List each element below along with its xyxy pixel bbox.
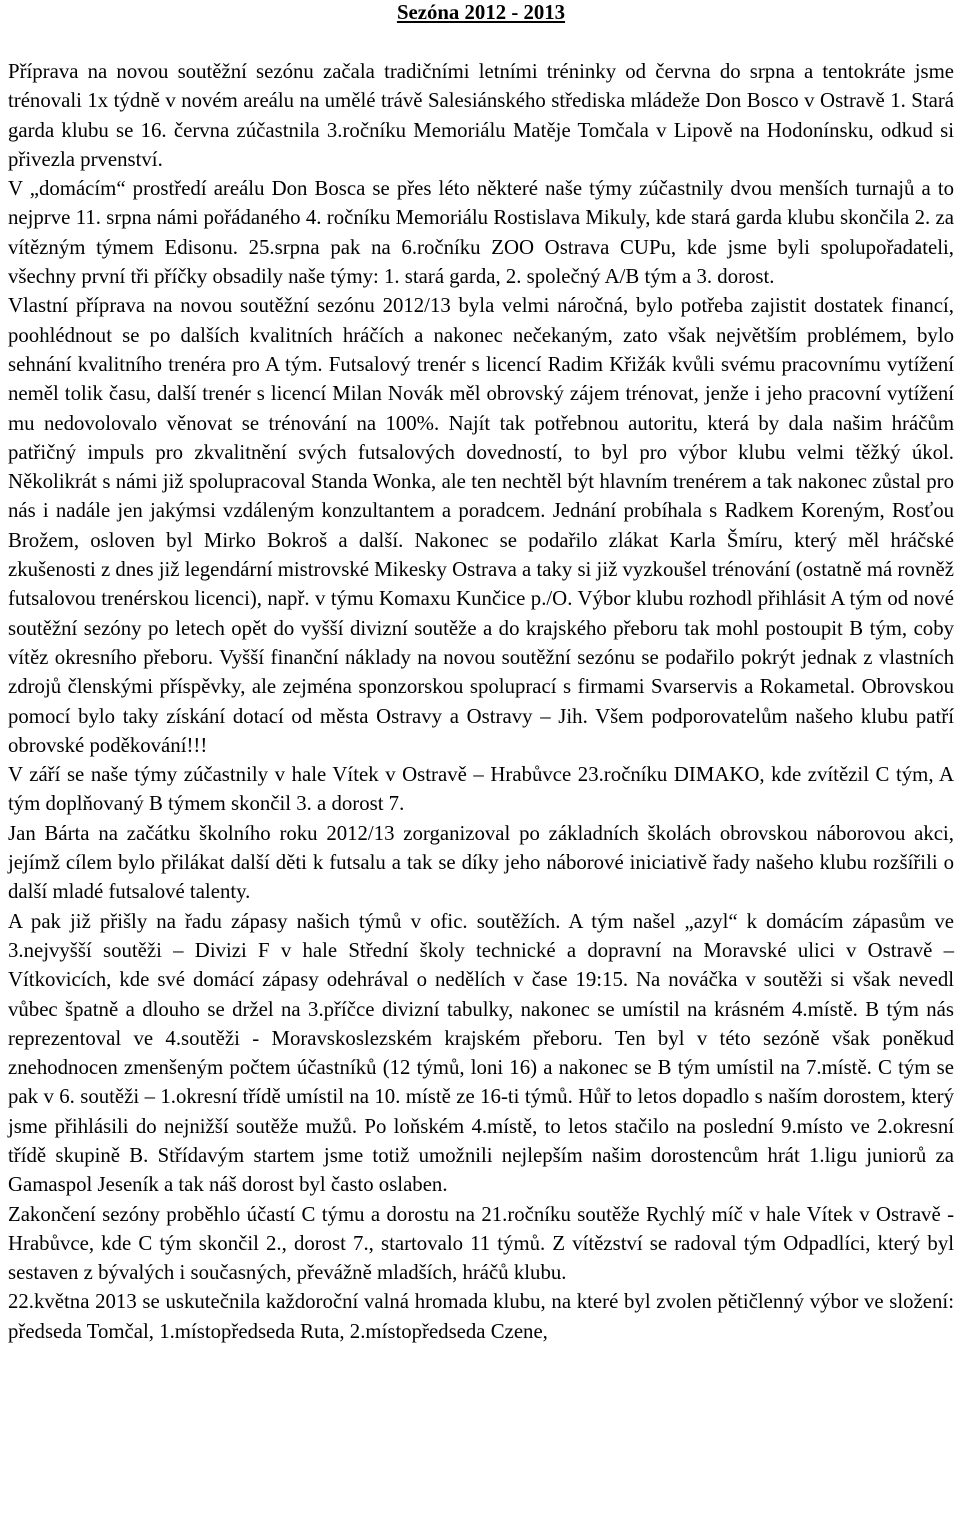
paragraph-dimako-tournament: V září se naše týmy zúčastnily v hale Vítek v Ostravě – Hrabůvce 23.ročníku DIMAKO, kde zvítězil C tým, A tým doplňovaný B týmem skončil 3. a dorost 7.	[8, 763, 954, 816]
paragraph-season-preparation: Vlastní příprava na novou soutěžní sezónu 2012/13 byla velmi náročná, bylo potřeba zajistit dostatek financí, poohlédnout se po dalších kvalitních hráčích a nakonec nečekaným, zato však největším problémem, bylo sehnání kvalitního trenéra pro A tým. Futsalový trenér s licencí Radim Křižák kvůli svému pracovnímu vytížení neměl tolik času, další trenér s licencí Milan Novák měl obrovský zájem trénovat, jenže i jeho pracovní vytížení mu nedovolovalo věnovat se trénování na 100%. Najít tak potřebnou autoritu, která by dala našim hráčům patřičný impuls pro zkvalitnění svých futsalových dovedností, to byl pro výbor klubu velmi těžký úkol. Několikrát s námi již spolupracoval Standa Wonka, ale ten nechtěl být hlavním trenérem a tak nakonec zůstal pro nás i nadále jen jakýmsi vzdáleným konzultantem a poradcem. Jednání probíhala s Radkem Koreným, Rosťou Brožem, osloven byl Mirko Bokroš a další. Nakonec se podařilo zlákat Karla Šmíru, který měl hráčské zkušenosti z dnes již legendární mistrovské Mikesky Ostrava a taky si již vyzkoušel trénování (ostatně má rovněž futsalovou trenérskou licenci), např. v týmu Komaxu Kunčice p./O. Výbor klubu rozhodl přihlásit A tým od nové soutěžní sezóny po letech opět do vyšší divizní soutěže a do krajského přeboru tak mohl postoupit B tým, coby vítěz okresního přeboru. Vyšší finanční náklady na novou soutěžní sezónu se podařilo pokrýt jednak z vlastních zdrojů členskými příspěvky, ale zejména sponzorskou spoluprací s firmami Svarservis a Rokametal. Obrovskou pomocí bylo taky získání dotací od města Ostravy a Ostravy – Jih. Všem podporovatelům našeho klubu patří obrovské poděkování!!!	[8, 294, 955, 757]
paragraph-league-results: A pak již přišly na řadu zápasy našich týmů v ofic. soutěžích. A tým našel „azyl“ k domácím zápasům ve 3.nejvyšší soutěži – Divizi F v hale Střední školy technické a dopravní na Moravské ulici v Ostravě – Vítkovicích, kde své domácí zápasy odehrával o nedělích v čase 19:15. Na nováčka v soutěži si však nevedl vůbec špatně a dlouho se držel na 3.příčce divizní tabulky, nakonec se umístil na krásném 4.místě. B tým nás reprezentoval ve 4.soutěži - Moravskoslezském krajském přeboru. Ten byl v této sezóně však poněkud znehodnocen zmenšeným počtem účastníků (12 týmů, loni 16) a nakonec se B tým umístil na 7.místě. C tým se pak v 6. soutěži – 1.okresní třídě umístil na 10. místě ze 16-ti týmů. Hůř to letos dopadlo s naším dorostem, který jsme přihlásili do nejnižší soutěže mužů. Po loňském 4.místě, to letos stačilo na poslední 9.místo ve 2.okresní třídě skupině B. Střídavým startem jsme totiž umožnili nejlepším našim dorostencům hrát 1.ligu juniorů za Gamaspol Jeseník a tak náš dorost byl často oslaben.	[8, 909, 954, 1197]
document-title: Sezóna 2012 - 2013	[396, 1, 566, 24]
paragraph-summer-tournaments: V „domácím“ prostředí areálu Don Bosca se přes léto některé naše týmy zúčastnily dvou menších turnajů a to nejprve 11. srpna námi pořádaného 4. ročníku Memoriálu Rostislava Mikuly, kde stará garda klubu skončila 2. za vítězným týmem Edisonu. 25.srpna pak na 6.ročníku ZOO Ostrava CUPu, kde jsme byli spolupořadateli, všechny první tři příčky obsadily naše týmy: 1. stará garda, 2. společný A/B tým a 3. dorost.	[8, 177, 954, 289]
paragraph-general-meeting: 22.května 2013 se uskutečnila každoroční valná hromada klubu, na které byl zvolen pětičlenný výbor ve složení: předseda Tomčal, 1.místopředseda Ruta, 2.místopředseda Czene,	[8, 1290, 954, 1343]
document-page	[8, 0, 954, 1346]
paragraph-recruitment: Jan Bárta na začátku školního roku 2012/13 zorganizoval po základních školách obrovskou náborovou akci, jejímž cílem bylo přilákat další děti k futsalu a tak se díky jeho náborové iniciativě řady našeho klubu rozšířili o další mladé futsalové talenty.	[8, 821, 954, 904]
paragraph-season-end: Zakončení sezóny proběhlo účastí C týmu a dorostu na 21.ročníku soutěže Rychlý míč v hale Vítek v Ostravě - Hrabůvce, kde C tým skončil 2., dorost 7., startovalo 11 týmů. Z vítězství se radoval tým Odpadlíci, který byl sestaven z bývalých i současných, převážně mladších, hráčů klubu.	[8, 1202, 954, 1285]
paragraph-summer-training: Příprava na novou soutěžní sezónu začala tradičními letními tréninky od června do srpna a tentokráte jsme trénovali 1x týdně v novém areálu na umělé trávě Salesiánského střediska mládeže Don Bosco v Ostravě 1. Stará garda klubu se 16. června zúčastnila 3.ročníku Memoriálu Matěje Tomčala v Lipově na Hodonínsku, odkud si přivezla prvenství.	[8, 60, 954, 171]
title-spacer	[8, 29, 954, 57]
